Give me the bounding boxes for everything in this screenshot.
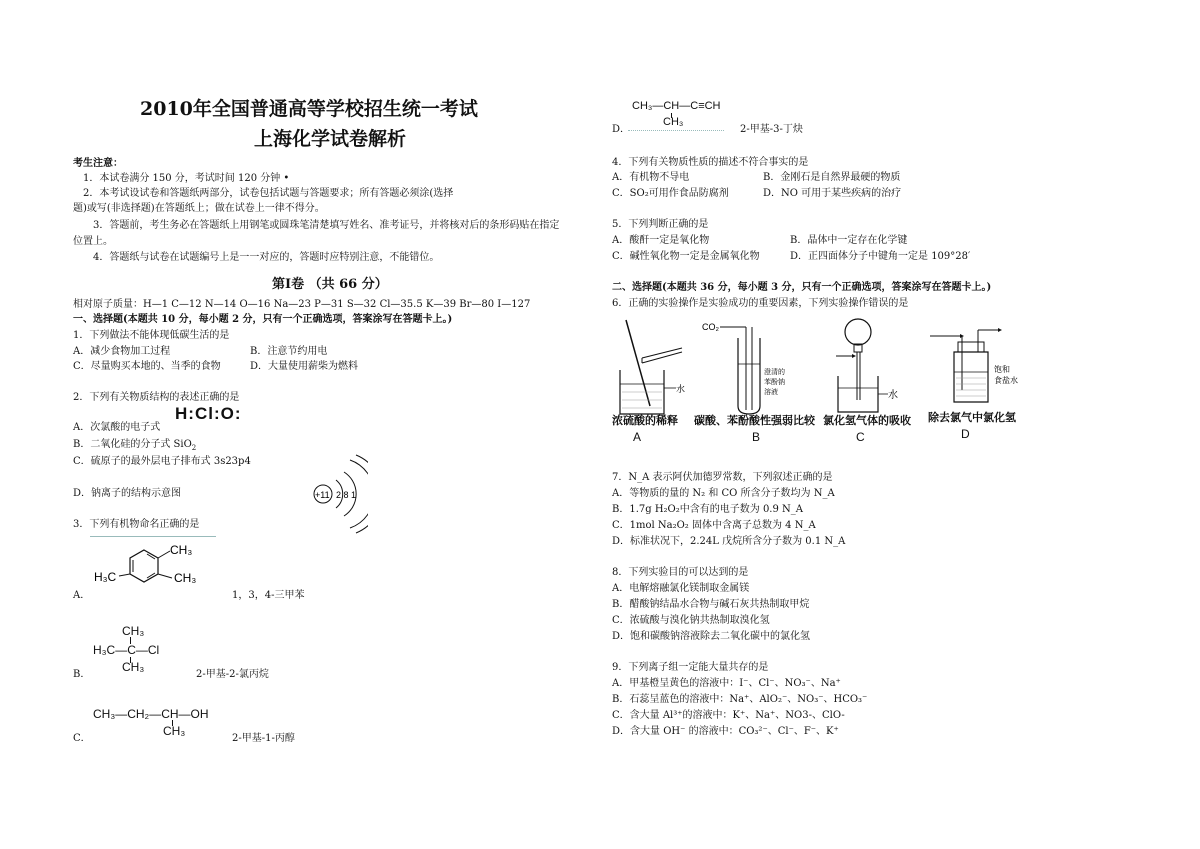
apparatus-b-caption: 碳酸、苯酚酸性强弱比较 xyxy=(694,414,815,427)
q5-option-d: D．正四面体分子中键角一定是 109°28′ xyxy=(790,251,971,262)
q3-b-top: CH₃ xyxy=(122,624,145,638)
sodium-ion-diagram xyxy=(312,454,368,534)
q3-option-b-label: B． xyxy=(73,669,91,680)
q3-option-b-name: 2-甲基-2-氯丙烷 xyxy=(196,669,269,680)
note-3b: 位置上。 xyxy=(73,236,113,247)
q7-option-d: D．标准状况下，2.24L 戊烷所含分子数为 0.1 N_A xyxy=(612,536,846,547)
apparatus-d-caption: 除去氯气中氯化氢 xyxy=(928,411,1016,424)
q5-option-a: A．酸酐一定是氧化物 xyxy=(612,235,710,246)
methyl-right: CH₃ xyxy=(174,571,197,585)
q2-option-d: D．钠离子的结构示意图 xyxy=(73,488,182,499)
q2-option-b: B．二氧化硅的分子式 SiO$_2$ xyxy=(73,439,197,452)
q1-option-a: A．减少食物加工过程 xyxy=(73,346,171,357)
q4-stem: 4．下列有关物质性质的描述不符合事实的是 xyxy=(612,157,809,168)
q4-option-c: C．SO₂可用作食品防腐剂 xyxy=(612,188,729,199)
trimethylbenzene-structure xyxy=(92,540,212,592)
q3-c-bot: CH₃ xyxy=(163,724,186,738)
q3-option-c-name: 2-甲基-1-丙醇 xyxy=(232,733,295,744)
q2-option-c: C．硫原子的最外层电子排布式 3s23p4 xyxy=(73,456,251,467)
q9-option-d: D．含大量 OH⁻ 的溶液中：CO₃²⁻、Cl⁻、F⁻、K⁺ xyxy=(612,726,839,737)
q1-stem: 1．下列做法不能体现低碳生活的是 xyxy=(73,330,230,341)
q8-option-d: D．饱和碳酸钠溶液除去二氧化碳中的氯化氢 xyxy=(612,631,811,642)
q3-stem: 3．下列有机物命名正确的是 xyxy=(73,519,200,530)
section1-heading: 一、选择题(本题共 10 分，每小题 2 分，只有一个正确选项，答案涂写在答题卡上。) xyxy=(73,314,453,325)
section2-heading: 二、选择题(本题共 36 分，每小题 3 分，只有一个正确选项，答案涂写在答题卡上。) xyxy=(612,282,992,293)
q5-option-b: B．晶体中一定存在化学键 xyxy=(790,235,908,246)
q3-divider xyxy=(90,536,216,537)
apparatus-c-diagram xyxy=(828,314,908,414)
q3-d-bot: CH₃ xyxy=(663,116,684,128)
apparatus-a-water-label: 水 xyxy=(676,384,686,394)
apparatus-d-diagram xyxy=(928,322,1020,408)
q3-option-c-label: C． xyxy=(73,733,91,744)
q9-option-c: C．含大量 Al³⁺的溶液中：K⁺、Na⁺、NO3-、ClO- xyxy=(612,710,845,721)
q8-option-c: C．浓硫酸与溴化钠共热制取溴化氢 xyxy=(612,615,770,626)
q3-d-underline xyxy=(628,130,724,131)
q2-stem: 2．下列有关物质结构的表述正确的是 xyxy=(73,392,240,403)
apparatus-d-letter: D xyxy=(961,427,970,441)
q3-c-main: CH₃—CH₂—CH—OH xyxy=(93,707,209,721)
q9-stem: 9．下列离子组一定能大量共存的是 xyxy=(612,662,769,673)
apparatus-b-gas-label: CO₂ xyxy=(702,322,719,332)
apparatus-a-caption: 浓硫酸的稀释 xyxy=(612,414,678,427)
q1-option-b: B．注意节约用电 xyxy=(250,346,328,357)
paper-title-line2: 上海化学试卷解析 xyxy=(254,128,407,150)
q3-option-d-label: D． xyxy=(612,124,631,135)
note-2b: 题)或写(非选择题)在答题纸上；做在试卷上一律不得分。 xyxy=(73,203,325,214)
q3-option-a-label: A． xyxy=(73,590,91,601)
paper-title-line1: 2010年全国普通高等学校招生统一考试 xyxy=(140,98,478,120)
methyl-left: H₃C xyxy=(94,570,117,584)
q8-option-b: B．醋酸钠结晶水合物与碱石灰共热制取甲烷 xyxy=(612,599,810,610)
q6-stem: 6．正确的实验操作是实验成功的重要因素，下列实验操作错误的是 xyxy=(612,298,909,309)
apparatus-b-diagram xyxy=(700,318,786,416)
q1-option-c: C．尽量购买本地的、当季的食物 xyxy=(73,361,221,372)
q7-option-b: B．1.7g H₂O₂中含有的电子数为 0.9 N_A xyxy=(612,504,804,515)
part1-title: 第Ⅰ卷 （共 66 分） xyxy=(272,277,388,292)
q7-option-c: C．1mol Na₂O₂ 固体中含离子总数为 4 N_A xyxy=(612,520,816,531)
q7-option-a: A．等物质的量的 N₂ 和 CO 所含分子数均为 N_A xyxy=(612,488,835,499)
apparatus-c-caption: 氯化氢气体的吸收 xyxy=(823,414,911,427)
q8-stem: 8．下列实验目的可以达到的是 xyxy=(612,567,749,578)
note-1: 1．本试卷满分 150 分，考试时间 120 分钟 • xyxy=(83,173,290,184)
apparatus-b-solution-label: 澄清的苯酚钠溶液 xyxy=(764,369,785,396)
note-2a: 2．本考试设试卷和答题纸两部分，试卷包括试题与答题要求；所有答题必须涂(选择 xyxy=(83,188,454,199)
q3-b-bot: CH₃ xyxy=(122,660,145,674)
q4-option-d: D．NO 可用于某些疾病的治疗 xyxy=(763,188,902,199)
apparatus-a-diagram xyxy=(612,318,690,416)
apparatus-c-water-label: 水 xyxy=(888,390,898,401)
electron-shells: 2 8 1 xyxy=(336,490,357,500)
q7-stem: 7．N_A 表示阿伏加德罗常数，下列叙述正确的是 xyxy=(612,472,833,483)
apparatus-a-letter: A xyxy=(633,430,642,444)
q9-option-a: A．甲基橙呈黄色的溶液中：I⁻、Cl⁻、NO₃⁻、Na⁺ xyxy=(612,678,841,689)
q5-option-c: C．碱性氧化物一定是金属氧化物 xyxy=(612,251,760,262)
q4-option-a: A．有机物不导电 xyxy=(612,172,690,183)
nucleus-charge: +11 xyxy=(315,490,330,500)
apparatus-c-letter: C xyxy=(856,430,865,444)
q3-b-mid: H₃C—C—Cl xyxy=(93,643,160,657)
q2-option-a: A．次氯酸的电子式 xyxy=(73,422,161,433)
q4-option-b: B．金刚石是自然界最硬的物质 xyxy=(763,172,901,183)
q8-option-a: A．电解熔融氯化镁制取金属镁 xyxy=(612,583,750,594)
notes-heading: 考生注意： xyxy=(73,158,123,169)
atomic-masses: 相对原子质量：H—1 C—12 N—14 O—16 Na—23 P—31 S—32 Cl—35.5 K—39 Br—80 I—127 xyxy=(73,299,531,310)
q3-option-a-name: 1，3，4-三甲苯 xyxy=(232,590,305,601)
apparatus-b-letter: B xyxy=(752,430,761,444)
note-3a: 3．答题前，考生务必在答题纸上用钢笔或圆珠笔清楚填写姓名、准考证号，并将核对后的条形码贴在指定 xyxy=(93,220,560,231)
note-4: 4．答题纸与试卷在试题编号上是一一对应的，答题时应特别注意，不能错位。 xyxy=(93,252,440,263)
q3-option-d-name: 2-甲基-3-丁炔 xyxy=(740,124,803,135)
q3-d-main: CH₃—CH—C≡CH xyxy=(632,100,721,112)
methyl-top: CH₃ xyxy=(170,543,193,557)
apparatus-d-solution-label: 饱和食盐水 xyxy=(994,365,1018,385)
hypochlorous-electron-formula: H:Cl:O: xyxy=(175,404,242,423)
q1-option-d: D．大量使用薪柴为燃料 xyxy=(250,361,359,372)
q5-stem: 5．下列判断正确的是 xyxy=(612,219,709,230)
q9-option-b: B．石蕊呈蓝色的溶液中：Na⁺、AlO₂⁻、NO₃⁻、HCO₃⁻ xyxy=(612,694,868,705)
